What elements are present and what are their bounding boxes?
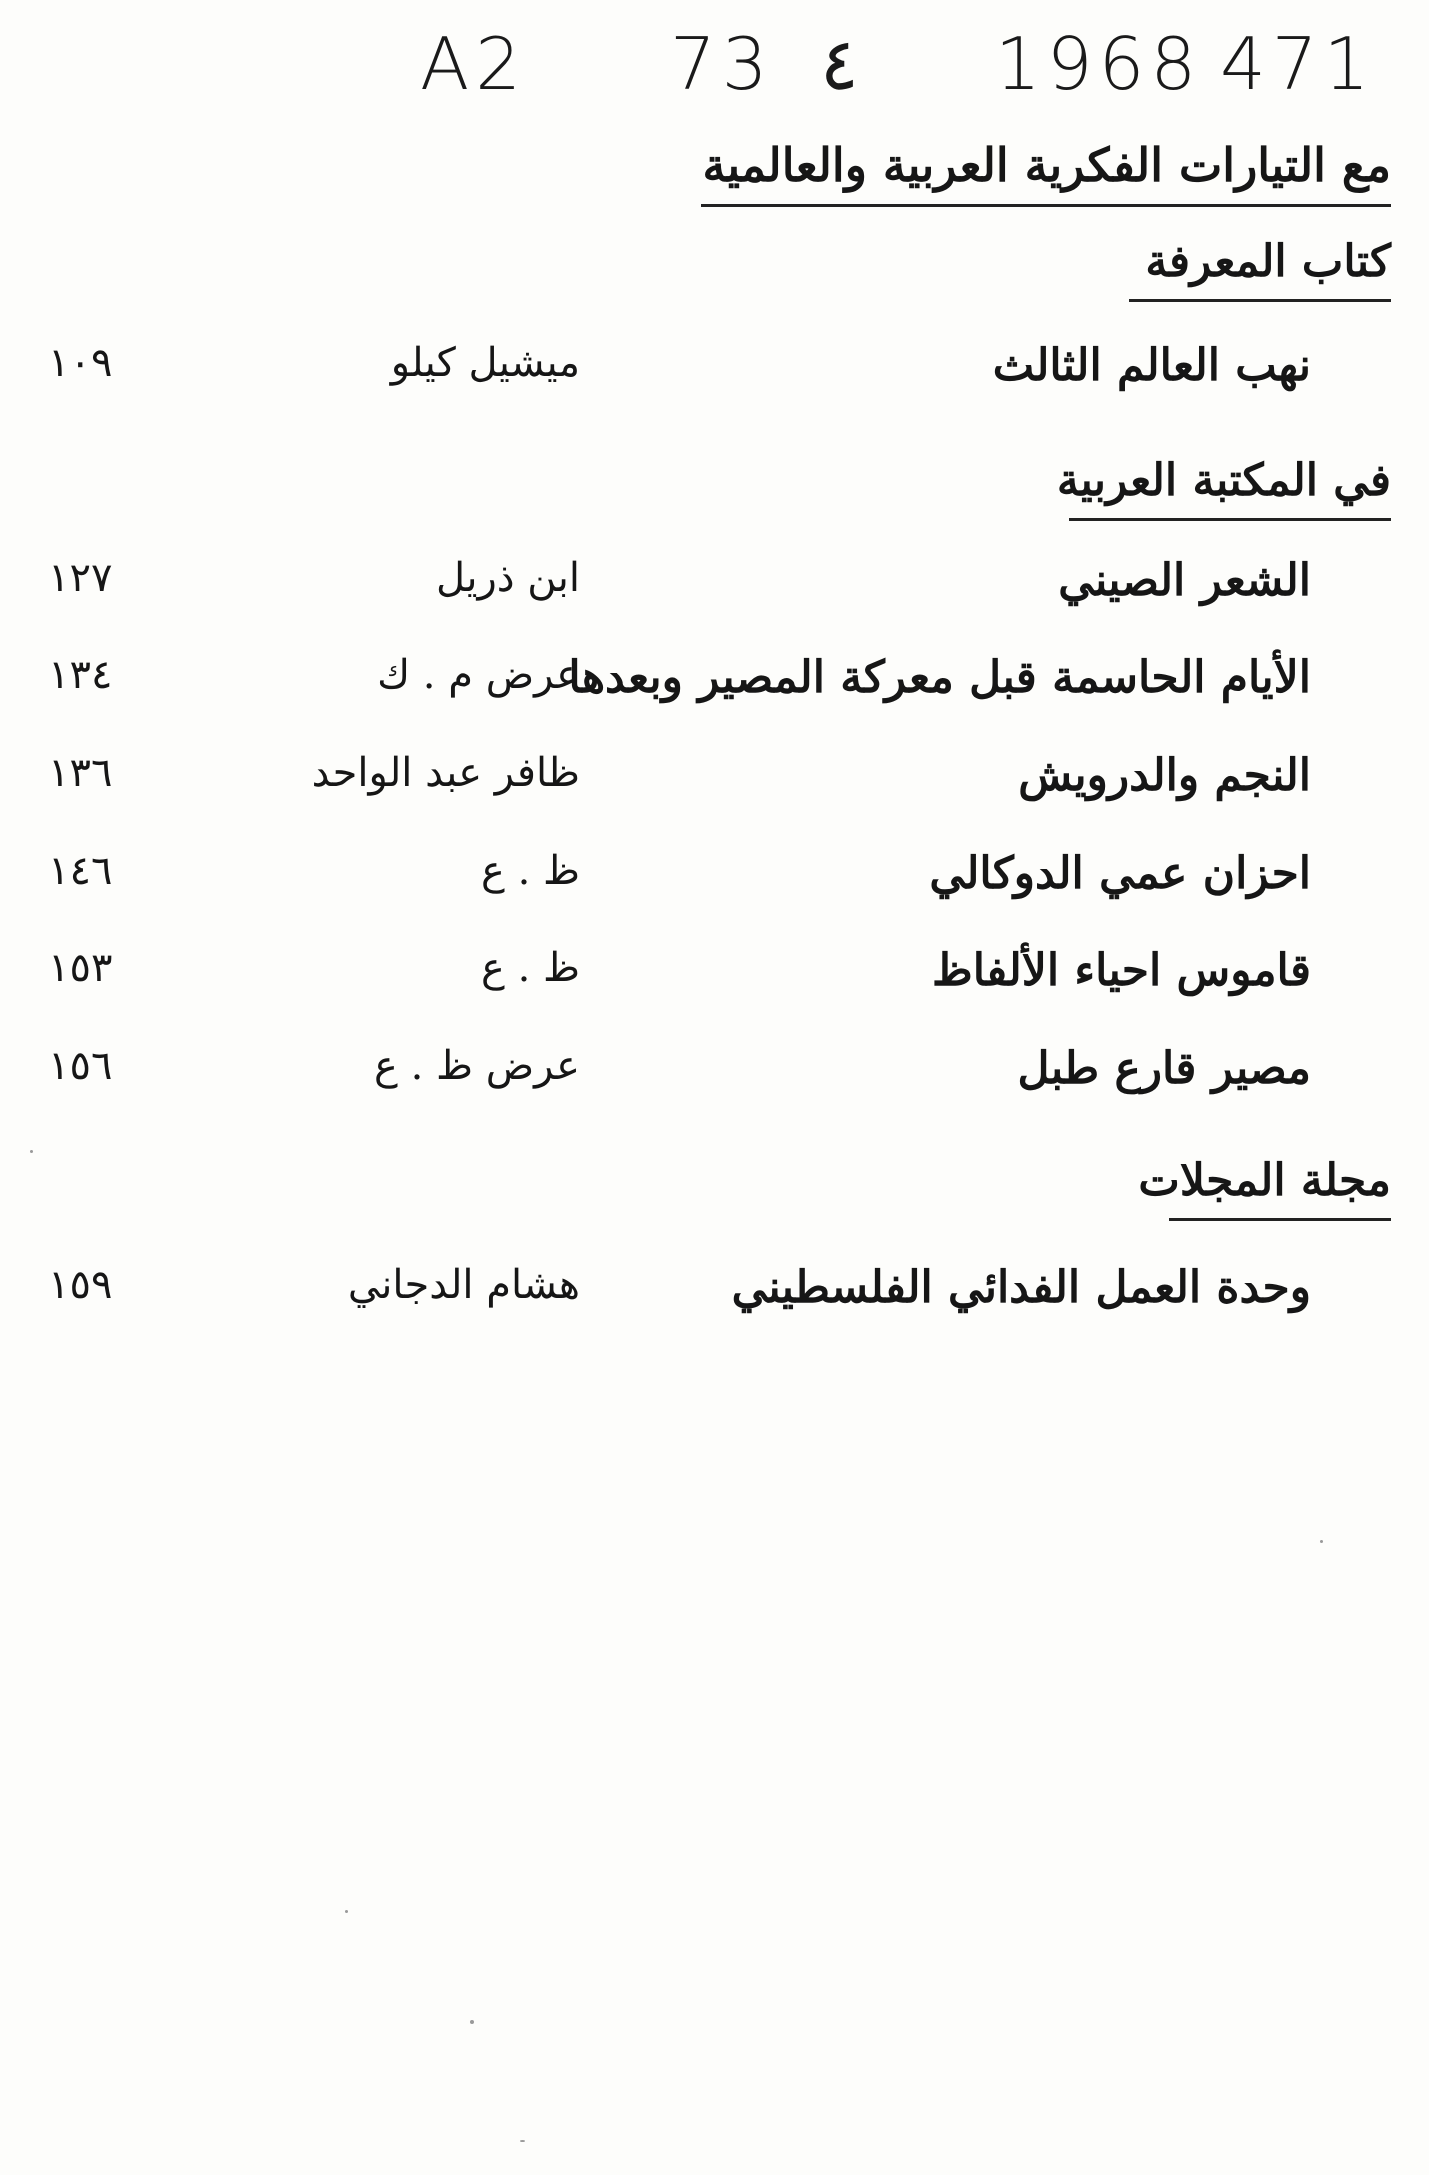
entry-title: احزان عمي الدوكالي [929,848,1311,899]
scan-speck [470,2020,474,2024]
toc-entry [0,340,1429,410]
scan-speck [1320,1540,1323,1543]
entry-page-number: ١٥٣ [48,945,113,991]
entry-title: نهب العالم الثالث [992,340,1311,391]
entry-title: الشعر الصيني [1058,555,1311,606]
section-heading: في المكتبة العربية [1069,455,1391,521]
entry-author: عرض م . ك [377,652,580,698]
handwritten-number: 471 [1220,22,1376,106]
handwritten-code: A2 [420,22,528,106]
entry-author: هشام الدجاني [347,1262,580,1308]
handwritten-number: ٤ [820,22,859,106]
entry-page-number: ١٥٩ [48,1262,113,1308]
section-heading: مجلة المجلات [1169,1155,1391,1221]
scan-speck [345,1910,348,1913]
toc-entry [0,652,1429,722]
entry-author: ابن ذريل [436,555,580,601]
page-title: مع التيارات الفكرية العربية والعالمية [701,138,1391,207]
entry-page-number: ١٣٦ [48,750,113,796]
toc-entry [0,1043,1429,1113]
toc-entry [0,945,1429,1015]
toc-entry [0,848,1429,918]
toc-entry [0,555,1429,625]
entry-title: قاموس احياء الألفاظ [932,945,1311,996]
entry-page-number: ١٢٧ [48,555,113,601]
handwritten-note [420,22,1380,132]
entry-page-number: ١٣٤ [48,652,113,698]
scan-speck [520,2140,525,2142]
entry-author: ظ . ع [480,848,580,894]
entry-title: الأيام الحاسمة قبل معركة المصير وبعدها [568,652,1311,703]
toc-entry [0,750,1429,820]
entry-author: عرض ظ . ع [373,1043,580,1089]
entry-title: النجم والدرويش [1018,750,1311,801]
handwritten-number: 73 [670,22,774,106]
entry-author: ميشيل كيلو [390,340,580,386]
entry-title: وحدة العمل الفدائي الفلسطيني [731,1262,1311,1313]
entry-page-number: ١٥٦ [48,1043,113,1089]
entry-title: مصير قارع طبل [1017,1043,1311,1094]
handwritten-year: 1968 [995,22,1203,106]
entry-author: ظ . ع [480,945,580,991]
section-heading: كتاب المعرفة [1129,236,1391,302]
scan-speck [30,1150,33,1153]
entry-author: ظافر عبد الواحد [311,750,580,796]
entry-page-number: ١٠٩ [48,340,113,386]
toc-entry [0,1262,1429,1332]
entry-page-number: ١٤٦ [48,848,113,894]
